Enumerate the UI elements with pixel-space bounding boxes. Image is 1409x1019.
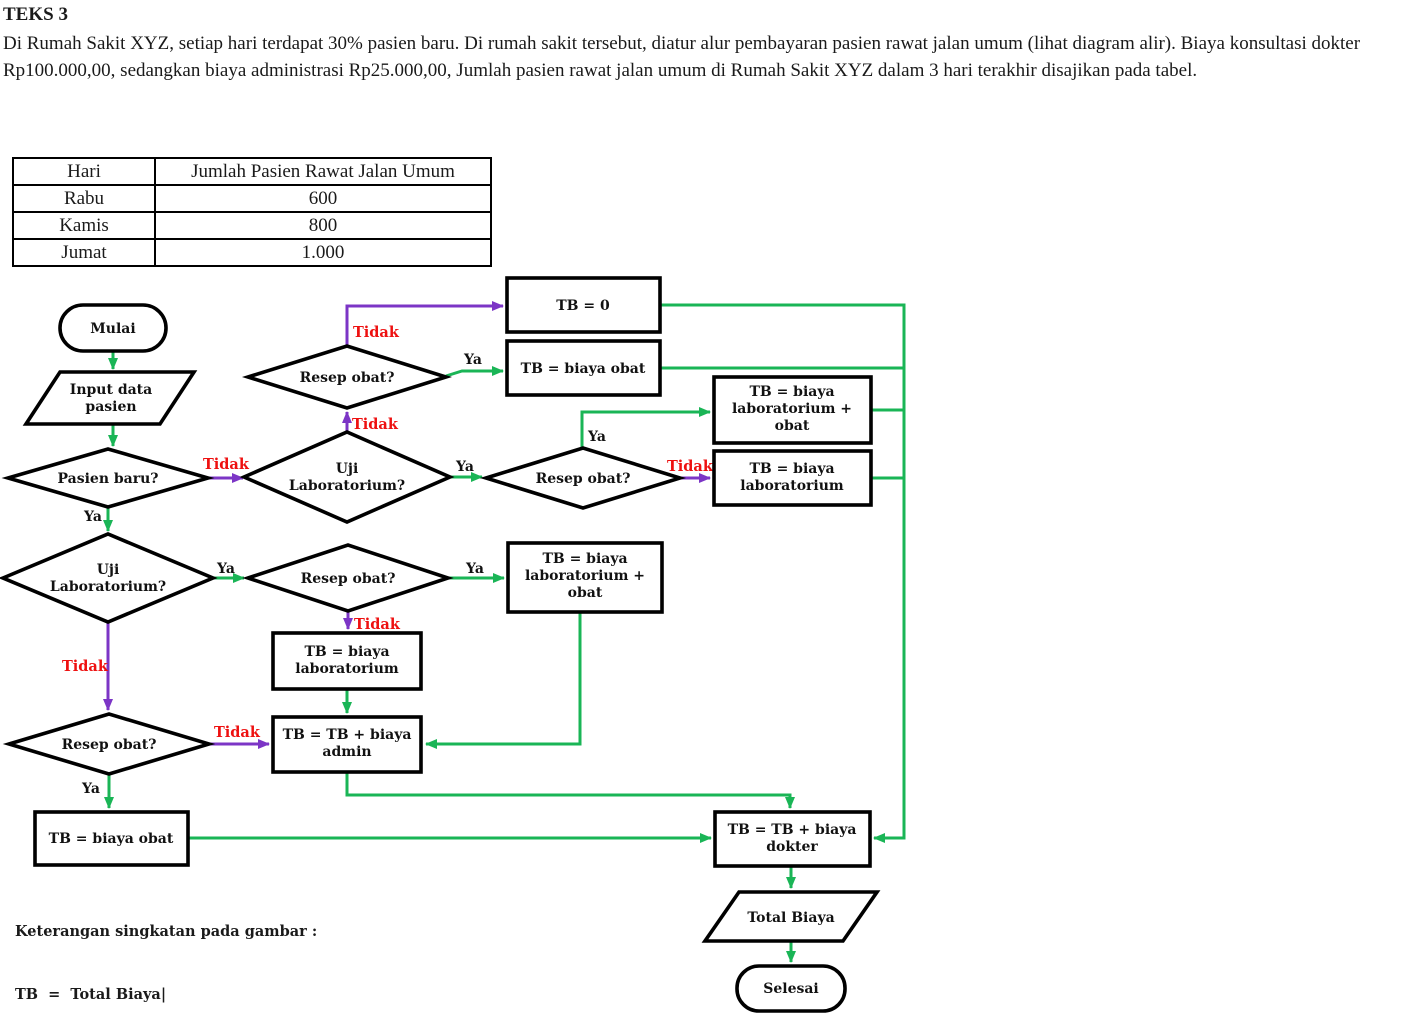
node-label-line1: TB = biaya (749, 384, 835, 400)
node-resep-obat-2-decision (486, 448, 680, 508)
label-ya: Ya (82, 781, 100, 797)
node-tb-plus-biaya-dokter (715, 812, 870, 866)
node-total-biaya-output (705, 892, 877, 941)
node-resep-obat-label: Resep obat? (300, 571, 396, 587)
table-cell-day: Rabu (13, 185, 155, 212)
legend-line1: Keterangan singkatan pada gambar : (15, 923, 318, 940)
node-label-line2: dokter (766, 839, 818, 855)
label-tidak: Tidak (62, 658, 108, 675)
node-input-label-line2: pasien (85, 399, 137, 415)
node-tb-0-label: TB = 0 (556, 298, 610, 314)
node-uji-lab-label-line1: Uji (96, 562, 120, 578)
node-label-line1: TB = biaya (749, 461, 835, 477)
edge-labobat2-to-admin (426, 612, 580, 744)
table-header-jumlah: Jumlah Pasien Rawat Jalan Umum (155, 158, 491, 185)
label-ya: Ya (84, 509, 102, 525)
node-input-data-pasien (26, 372, 194, 424)
table-cell-day: Jumat (13, 239, 155, 266)
node-pasien-baru-decision (8, 449, 208, 507)
node-label-line1: TB = biaya (542, 551, 628, 567)
node-tb-biaya-obat-label: TB = biaya obat (48, 831, 174, 847)
node-resep-obat-top-decision (248, 346, 446, 408)
label-ya: Ya (588, 429, 606, 445)
node-input-label-line1: Input data (69, 382, 153, 398)
node-tb-biaya-lab-obat-2 (508, 543, 662, 612)
label-ya: Ya (464, 352, 482, 368)
edge-admin-to-dokter (347, 772, 790, 808)
node-resep-obat-label: Resep obat? (61, 737, 157, 753)
label-tidak: Tidak (352, 416, 398, 433)
node-label-line2: laboratorium (295, 661, 399, 677)
node-pasien-baru-label: Pasien baru? (57, 471, 159, 487)
node-uji-lab-label-line1: Uji (335, 461, 359, 477)
node-total-biaya-label: Total Biaya (747, 910, 835, 926)
table-cell-count: 800 (155, 212, 491, 239)
node-uji-laboratorium-2-decision (244, 432, 450, 522)
node-end (737, 966, 845, 1011)
node-label-line1: TB = biaya (304, 644, 390, 660)
node-tb-biaya-obat-label: TB = biaya obat (520, 361, 646, 377)
legend-line2: TB = Total Biaya| (15, 986, 167, 1003)
node-tb-plus-biaya-admin (273, 717, 421, 772)
label-tidak: Tidak (667, 458, 713, 475)
table-cell-count: 600 (155, 185, 491, 212)
label-tidak: Tidak (203, 456, 249, 473)
node-resep-obat-bottom-decision (9, 714, 209, 774)
node-tb-biaya-laboratorium-2 (273, 633, 421, 689)
node-tb-biaya-laboratorium-1 (714, 451, 871, 505)
node-label-line2: laboratorium + (524, 568, 646, 584)
table-header-hari: Hari (13, 158, 155, 185)
node-start-label: Mulai (90, 321, 136, 337)
label-tidak: Tidak (353, 324, 399, 341)
table-cell-day: Kamis (13, 212, 155, 239)
node-label-line2: laboratorium + (731, 401, 853, 417)
node-label-line1: TB = TB + biaya (727, 822, 857, 838)
node-label-line2: laboratorium (740, 478, 844, 494)
label-ya: Ya (217, 561, 235, 577)
node-label-line1: TB = TB + biaya (282, 727, 412, 743)
legend-block (15, 879, 317, 1019)
node-resep-obat-label: Resep obat? (299, 370, 395, 386)
node-tb-biaya-obat-bottom (35, 812, 188, 865)
node-label-line3: obat (774, 418, 810, 434)
node-resep-obat-3-decision (248, 545, 448, 611)
node-label-line2: admin (322, 744, 372, 760)
node-tb-biaya-obat-top (507, 341, 660, 395)
node-label-line3: obat (567, 585, 603, 601)
node-uji-lab-label-line2: Laboratorium? (288, 478, 406, 494)
label-ya: Ya (466, 561, 484, 577)
node-start (60, 305, 166, 351)
node-uji-laboratorium-3-decision (3, 534, 213, 622)
node-end-label: Selesai (763, 981, 819, 997)
page-title: TEKS 3 (3, 4, 68, 25)
label-tidak: Tidak (354, 616, 400, 633)
table-cell-count: 1.000 (155, 239, 491, 266)
node-uji-lab-label-line2: Laboratorium? (49, 579, 167, 595)
node-tb-biaya-lab-obat-1 (714, 377, 871, 443)
node-tb-0 (507, 278, 660, 332)
intro-paragraph: Di Rumah Sakit XYZ, setiap hari terdapat 30% pasien baru. Di rumah sakit tersebut, diatur alur pembayaran pasien rawat jalan umum (lihat diagram alir). Biaya konsultasi dokter Rp100.000,00, sedangkan biaya administrasi Rp25.000,00, Jumlah pasien rawat jalan umum di Rumah Sakit XYZ dalam 3 hari terakhir disajikan pada tabel. (3, 33, 1361, 81)
edge-reseptop-ya-right (446, 371, 503, 376)
label-ya: Ya (456, 459, 474, 475)
label-tidak: Tidak (214, 724, 260, 741)
node-resep-obat-label: Resep obat? (535, 471, 631, 487)
